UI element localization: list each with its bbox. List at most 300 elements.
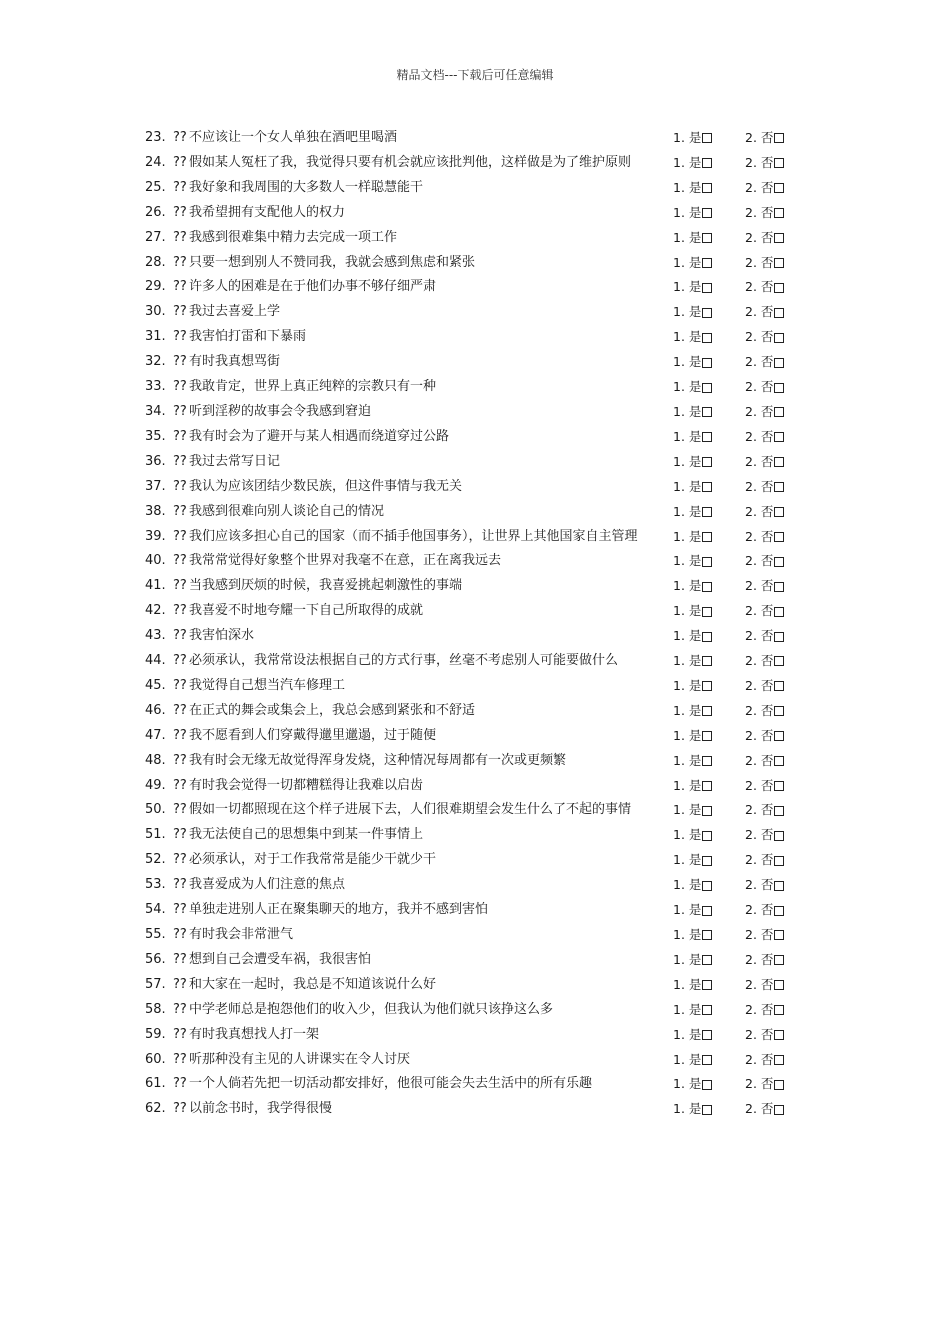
option-yes[interactable] [673,325,745,350]
question-row [145,201,805,226]
option-yes[interactable] [673,1072,745,1097]
checkbox-yes[interactable] [702,607,712,617]
checkbox-yes[interactable] [702,383,712,393]
option-yes[interactable] [673,375,745,400]
option-yes[interactable] [673,450,745,475]
option-yes[interactable] [673,300,745,325]
checkbox-no[interactable] [774,607,784,617]
option-yes-label: 1. 是 [673,379,702,395]
checkbox-yes[interactable] [702,781,712,791]
option-no[interactable] [745,226,805,251]
option-yes[interactable] [673,275,745,300]
option-no[interactable] [745,425,805,450]
option-no-label: 2. 否 [745,653,774,669]
answer-options [673,624,805,649]
option-yes[interactable] [673,251,745,276]
question-text-block [145,151,647,176]
question-prefix: ?? [173,1101,187,1117]
question-number: 27. [145,229,166,245]
question-text-block [145,973,647,998]
answer-options [673,126,805,151]
question-text-block [145,1097,647,1122]
option-yes[interactable] [673,848,745,873]
checkbox-yes[interactable] [702,706,712,716]
checkbox-no[interactable] [774,457,784,467]
question-row [145,823,805,848]
option-no[interactable] [745,300,805,325]
option-yes[interactable] [673,998,745,1023]
question-row [145,724,805,749]
question-number: 49. [145,777,166,793]
option-no[interactable] [745,674,805,699]
question-prefix: ?? [173,603,187,619]
checkbox-yes[interactable] [702,258,712,268]
option-yes[interactable] [673,1048,745,1073]
question-text-block [145,699,647,724]
checkbox-no[interactable] [774,806,784,816]
checkbox-yes[interactable] [702,532,712,542]
answer-options [673,898,805,923]
question-text-block [145,400,647,425]
checkbox-no[interactable] [774,557,784,567]
checkbox-no[interactable] [774,1030,784,1040]
question-text-block [145,549,647,574]
option-no-label: 2. 否 [745,727,774,743]
checkbox-yes[interactable] [702,308,712,318]
option-yes-label: 1. 是 [673,1001,702,1017]
checkbox-yes[interactable] [702,208,712,218]
checkbox-yes[interactable] [702,731,712,741]
checkbox-yes[interactable] [702,233,712,243]
question-text: 我无法使自己的思想集中到某一件事情上 [189,827,424,843]
option-no[interactable] [745,450,805,475]
question-prefix: ?? [173,503,187,519]
checkbox-no[interactable] [774,856,784,866]
option-no[interactable] [745,176,805,201]
question-text: 我害怕深水 [189,628,255,644]
question-number: 24. [145,154,166,170]
checkbox-yes[interactable] [702,457,712,467]
checkbox-yes[interactable] [702,158,712,168]
checkbox-yes[interactable] [702,906,712,916]
checkbox-no[interactable] [774,906,784,916]
checkbox-yes[interactable] [702,358,712,368]
option-no[interactable] [745,973,805,998]
answer-options [673,649,805,674]
question-text-block [145,923,647,948]
question-number: 46. [145,702,166,718]
question-text: 我常常觉得好象整个世界对我毫不在意，正在离我远去 [189,553,502,569]
option-no[interactable] [745,873,805,898]
option-yes[interactable] [673,574,745,599]
checkbox-no[interactable] [774,333,784,343]
option-yes[interactable] [673,724,745,749]
checkbox-no[interactable] [774,632,784,642]
option-no-label: 2. 否 [745,976,774,992]
checkbox-yes[interactable] [702,1055,712,1065]
checkbox-no[interactable] [774,881,784,891]
question-number: 45. [145,677,166,693]
option-yes-label: 1. 是 [673,1101,702,1117]
option-yes[interactable] [673,649,745,674]
question-row [145,998,805,1023]
checkbox-no[interactable] [774,158,784,168]
question-row [145,450,805,475]
option-no[interactable] [745,749,805,774]
checkbox-no[interactable] [774,656,784,666]
option-no[interactable] [745,998,805,1023]
question-number: 61. [145,1076,166,1092]
option-yes[interactable] [673,624,745,649]
checkbox-yes[interactable] [702,507,712,517]
checkbox-no[interactable] [774,930,784,940]
option-no[interactable] [745,475,805,500]
question-number: 35. [145,428,166,444]
option-yes[interactable] [673,226,745,251]
checkbox-no[interactable] [774,407,784,417]
option-no-label: 2. 否 [745,503,774,519]
checkbox-no[interactable] [774,955,784,965]
option-no[interactable] [745,948,805,973]
option-yes[interactable] [673,1097,745,1122]
checkbox-yes[interactable] [702,407,712,417]
checkbox-yes[interactable] [702,333,712,343]
question-prefix: ?? [173,279,187,295]
checkbox-no[interactable] [774,233,784,243]
option-no[interactable] [745,923,805,948]
option-yes-label: 1. 是 [673,428,702,444]
checkbox-no[interactable] [774,980,784,990]
question-prefix: ?? [173,553,187,569]
question-row [145,1048,805,1073]
option-no[interactable] [745,898,805,923]
question-prefix: ?? [173,478,187,494]
checkbox-yes[interactable] [702,482,712,492]
checkbox-no[interactable] [774,532,784,542]
checkbox-no[interactable] [774,258,784,268]
question-text-block [145,998,647,1023]
question-row [145,275,805,300]
option-yes-label: 1. 是 [673,628,702,644]
checkbox-yes[interactable] [702,756,712,766]
question-row [145,500,805,525]
question-row [145,699,805,724]
option-no-label: 2. 否 [745,852,774,868]
checkbox-no[interactable] [774,706,784,716]
question-text: 我有时会为了避开与某人相遇而绕道穿过公路 [189,428,450,444]
checkbox-yes[interactable] [702,681,712,691]
question-prefix: ?? [173,951,187,967]
option-no[interactable] [745,375,805,400]
option-yes[interactable] [673,201,745,226]
option-no-label: 2. 否 [745,428,774,444]
question-text: 我喜爱不时地夸耀一下自己所取得的成就 [189,603,424,619]
checkbox-no[interactable] [774,681,784,691]
option-yes-label: 1. 是 [673,578,702,594]
question-text: 我觉得自己想当汽车修理工 [189,677,346,693]
option-no[interactable] [745,599,805,624]
option-no[interactable] [745,151,805,176]
option-yes[interactable] [673,425,745,450]
option-no-label: 2. 否 [745,802,774,818]
option-yes[interactable] [673,549,745,574]
option-yes-label: 1. 是 [673,304,702,320]
option-yes[interactable] [673,674,745,699]
answer-options [673,823,805,848]
option-yes-label: 1. 是 [673,976,702,992]
checkbox-yes[interactable] [702,133,712,143]
option-no[interactable] [745,574,805,599]
checkbox-yes[interactable] [702,183,712,193]
checkbox-no[interactable] [774,358,784,368]
checkbox-no[interactable] [774,831,784,841]
answer-options [673,699,805,724]
question-prefix: ?? [173,802,187,818]
option-yes[interactable] [673,475,745,500]
question-text-block [145,226,647,251]
question-prefix: ?? [173,528,187,544]
checkbox-yes[interactable] [702,831,712,841]
question-number: 59. [145,1026,166,1042]
option-yes-label: 1. 是 [673,702,702,718]
option-yes-label: 1. 是 [673,951,702,967]
question-text-block [145,275,647,300]
answer-options [673,375,805,400]
checkbox-yes[interactable] [702,930,712,940]
question-text-block [145,425,647,450]
question-text: 中学老师总是抱怨他们的收入少，但我认为他们就只该挣这么多 [189,1001,554,1017]
question-number: 41. [145,578,166,594]
option-yes-label: 1. 是 [673,478,702,494]
option-yes[interactable] [673,798,745,823]
question-text-block [145,774,647,799]
option-no-label: 2. 否 [745,927,774,942]
answer-options [673,1023,805,1048]
option-no[interactable] [745,251,805,276]
option-yes[interactable] [673,898,745,923]
question-number: 55. [145,927,166,942]
option-yes[interactable] [673,774,745,799]
question-text: 我认为应该团结少数民族，但这件事情与我无关 [189,478,463,494]
answer-options [673,724,805,749]
option-no-label: 2. 否 [745,877,774,893]
question-text: 以前念书时，我学得很慢 [189,1101,333,1117]
option-no[interactable] [745,549,805,574]
answer-options [673,151,805,176]
question-text-block [145,599,647,624]
option-no[interactable] [745,400,805,425]
option-yes-label: 1. 是 [673,777,702,793]
option-yes[interactable] [673,948,745,973]
option-yes-label: 1. 是 [673,528,702,544]
question-list [145,126,805,1122]
checkbox-no[interactable] [774,756,784,766]
question-text: 我有时会无缘无故觉得浑身发烧，这种情况每周都有一次或更频繁 [189,752,567,768]
question-text: 必须承认，对于工作我常常是能少干就少干 [189,852,437,868]
checkbox-no[interactable] [774,1105,784,1115]
option-no-label: 2. 否 [745,354,774,370]
checkbox-yes[interactable] [702,432,712,442]
checkbox-no[interactable] [774,507,784,517]
option-yes[interactable] [673,699,745,724]
option-no-label: 2. 否 [745,379,774,395]
checkbox-yes[interactable] [702,557,712,567]
question-text-block [145,798,647,823]
checkbox-no[interactable] [774,183,784,193]
option-no[interactable] [745,275,805,300]
checkbox-yes[interactable] [702,980,712,990]
question-text-block [145,1023,647,1048]
question-text: 听那种没有主见的人讲课实在令人讨厌 [189,1051,411,1067]
question-row [145,325,805,350]
option-no[interactable] [745,1023,805,1048]
checkbox-yes[interactable] [702,1080,712,1090]
option-no[interactable] [745,1072,805,1097]
option-no[interactable] [745,350,805,375]
question-prefix: ?? [173,453,187,469]
option-no[interactable] [745,649,805,674]
option-yes[interactable] [673,525,745,550]
checkbox-yes[interactable] [702,806,712,816]
option-no[interactable] [745,525,805,550]
question-row [145,798,805,823]
checkbox-yes[interactable] [702,955,712,965]
question-text-block [145,1072,647,1097]
option-yes[interactable] [673,350,745,375]
option-no[interactable] [745,624,805,649]
question-row [145,375,805,400]
option-yes[interactable] [673,599,745,624]
option-no[interactable] [745,774,805,799]
checkbox-no[interactable] [774,1005,784,1015]
question-number: 40. [145,553,166,569]
question-row [145,176,805,201]
option-yes-label: 1. 是 [673,603,702,619]
question-text: 和大家在一起时，我总是不知道该说什么好 [189,976,437,992]
option-no[interactable] [745,823,805,848]
answer-options [673,325,805,350]
option-no-label: 2. 否 [745,130,774,145]
question-text-block [145,300,647,325]
answer-options [673,948,805,973]
checkbox-no[interactable] [774,781,784,791]
question-text: 许多人的困难是在于他们办事不够仔细严肃 [189,279,437,295]
checkbox-yes[interactable] [702,656,712,666]
option-no[interactable] [745,500,805,525]
question-text: 我希望拥有支配他人的权力 [189,204,346,220]
checkbox-yes[interactable] [702,881,712,891]
question-text: 我喜爱成为人们注意的焦点 [189,877,346,893]
question-number: 37. [145,478,166,494]
checkbox-yes[interactable] [702,1005,712,1015]
checkbox-yes[interactable] [702,283,712,293]
question-number: 44. [145,653,166,669]
option-no[interactable] [745,699,805,724]
option-yes[interactable] [673,873,745,898]
option-yes[interactable] [673,1023,745,1048]
checkbox-yes[interactable] [702,1105,712,1115]
question-prefix: ?? [173,727,187,743]
checkbox-yes[interactable] [702,582,712,592]
question-number: 62. [145,1101,166,1117]
question-text-block [145,475,647,500]
checkbox-yes[interactable] [702,632,712,642]
question-number: 51. [145,827,166,843]
option-no-label: 2. 否 [745,279,774,295]
question-row [145,973,805,998]
option-yes[interactable] [673,400,745,425]
checkbox-yes[interactable] [702,856,712,866]
option-no[interactable] [745,1097,805,1122]
checkbox-no[interactable] [774,208,784,218]
option-yes[interactable] [673,823,745,848]
question-text-block [145,674,647,699]
option-yes[interactable] [673,151,745,176]
answer-options [673,500,805,525]
option-yes[interactable] [673,176,745,201]
option-yes-label: 1. 是 [673,130,702,145]
option-no[interactable] [745,201,805,226]
checkbox-no[interactable] [774,432,784,442]
question-prefix: ?? [173,179,187,195]
option-yes-label: 1. 是 [673,553,702,569]
question-text-block [145,500,647,525]
option-yes[interactable] [673,500,745,525]
option-yes-label: 1. 是 [673,1051,702,1067]
question-text: 我感到很难向别人谈论自己的情况 [189,503,385,519]
option-yes[interactable] [673,923,745,948]
option-no[interactable] [745,848,805,873]
checkbox-no[interactable] [774,383,784,393]
option-no[interactable] [745,126,805,151]
question-prefix: ?? [173,702,187,718]
question-text-block [145,525,647,550]
checkbox-no[interactable] [774,582,784,592]
checkbox-no[interactable] [774,1055,784,1065]
option-no-label: 2. 否 [745,553,774,569]
option-yes[interactable] [673,749,745,774]
answer-options [673,923,805,948]
question-number: 32. [145,354,166,370]
checkbox-no[interactable] [774,283,784,293]
question-row [145,848,805,873]
option-no-label: 2. 否 [745,951,774,967]
answer-options [673,300,805,325]
question-text: 有时我真想找人打一架 [189,1026,320,1042]
option-yes[interactable] [673,126,745,151]
answer-options [673,350,805,375]
checkbox-no[interactable] [774,308,784,318]
option-yes-label: 1. 是 [673,453,702,469]
checkbox-no[interactable] [774,482,784,492]
option-no[interactable] [745,325,805,350]
question-text: 假如一切都照现在这个样子进展下去，人们很难期望会发生什么了不起的事情 [189,802,632,818]
option-yes[interactable] [673,973,745,998]
checkbox-no[interactable] [774,1080,784,1090]
question-text: 当我感到厌烦的时候，我喜爱挑起刺激性的事端 [189,578,463,594]
question-row [145,1097,805,1122]
option-no[interactable] [745,798,805,823]
question-text-block [145,624,647,649]
checkbox-yes[interactable] [702,1030,712,1040]
checkbox-no[interactable] [774,133,784,143]
option-no[interactable] [745,1048,805,1073]
option-yes-label: 1. 是 [673,229,702,245]
checkbox-no[interactable] [774,731,784,741]
question-prefix: ?? [173,902,187,918]
option-no[interactable] [745,724,805,749]
question-text: 单独走进别人正在聚集聊天的地方，我并不感到害怕 [189,902,489,918]
